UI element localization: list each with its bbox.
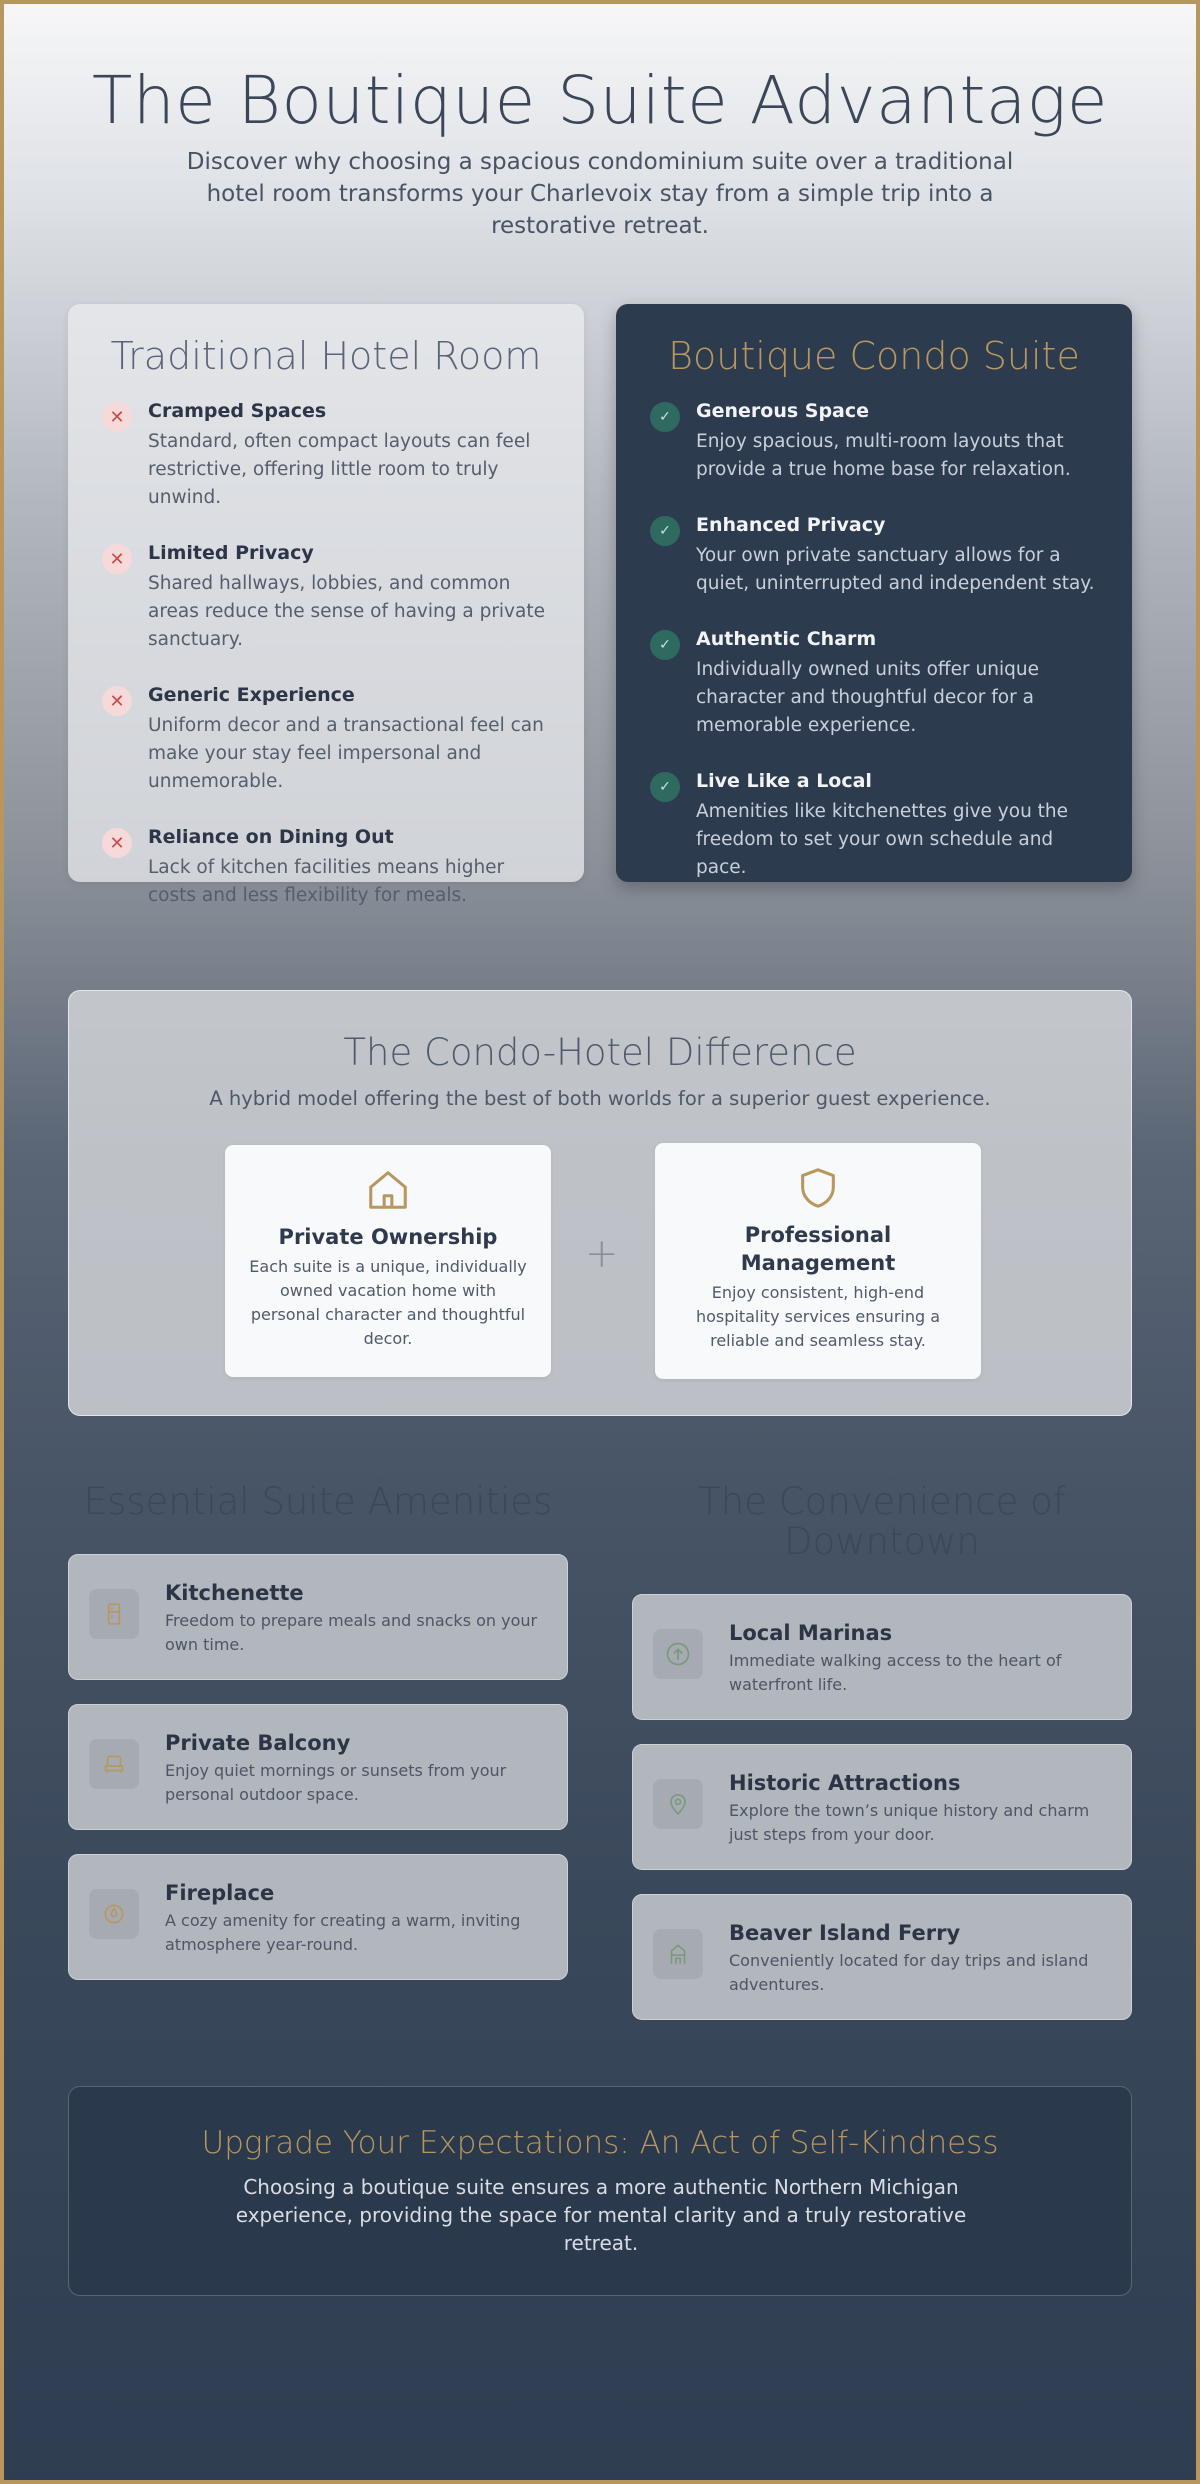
item-heading: Enhanced Privacy <box>696 514 886 536</box>
downtown-heading: Local Marinas <box>729 1621 893 1645</box>
amenity-heading: Private Balcony <box>165 1731 351 1755</box>
downtown-body: Explore the town’s unique history and charm just steps from your door. <box>729 1801 1090 1844</box>
downtown-body: Immediate walking access to the heart of waterfront life. <box>729 1651 1062 1694</box>
fire-icon <box>89 1889 139 1939</box>
cross-icon: ✕ <box>102 544 132 574</box>
cross-icon: ✕ <box>102 686 132 716</box>
amenity-card-fireplace <box>68 1854 568 1980</box>
list-item <box>102 826 550 910</box>
box-heading: Professional Management <box>740 1223 896 1275</box>
downtown-card-ferry <box>632 1894 1132 2020</box>
item-heading: Cramped Spaces <box>148 400 327 422</box>
hotel-room-card <box>68 304 584 906</box>
item-body: Enjoy spacious, multi-room layouts that provide a true home base for relaxation. <box>696 431 1071 480</box>
condo-suite-card <box>616 304 1132 882</box>
box-heading: Private Ownership <box>278 1225 498 1249</box>
item-heading: Reliance on Dining Out <box>148 826 394 848</box>
list-item <box>102 684 550 796</box>
difference-subtitle: A hybrid model offering the best of both worlds for a superior guest experience. <box>209 1087 991 1110</box>
difference-panel <box>68 990 1132 1416</box>
check-icon: ✓ <box>650 402 680 432</box>
cross-icon: ✕ <box>102 828 132 858</box>
amenity-heading: Fireplace <box>165 1881 275 1905</box>
plus-sign: + <box>585 1231 619 1277</box>
check-icon: ✓ <box>650 516 680 546</box>
condo-card-title: Boutique Condo Suite <box>668 334 1080 378</box>
private-ownership-box <box>225 1145 551 1377</box>
fridge-icon <box>89 1589 139 1639</box>
item-body: Your own private sanctuary allows for a quiet, uninterrupted and independent stay. <box>696 545 1095 594</box>
amenity-body: Enjoy quiet mornings or sunsets from your personal outdoor space. <box>165 1761 507 1804</box>
downtown-heading: Beaver Island Ferry <box>729 1921 961 1945</box>
list-item <box>650 400 1098 484</box>
item-body: Individually owned units offer unique character and thoughtful decor for a memorable experience. <box>696 659 1039 736</box>
anchor-icon <box>653 1629 703 1679</box>
item-body: Shared hallways, lobbies, and common areas reduce the sense of having a private sanctuary. <box>148 573 545 650</box>
amenities-title: Essential Suite Amenities <box>83 1480 553 1523</box>
list-item <box>102 542 550 654</box>
item-body: Uniform decor and a transactional feel can make your stay feel impersonal and unmemorable. <box>148 715 544 792</box>
professional-management-box <box>655 1143 981 1379</box>
downtown-heading: Historic Attractions <box>729 1771 961 1795</box>
amenity-heading: Kitchenette <box>165 1581 304 1605</box>
downtown-card-historic <box>632 1744 1132 1870</box>
item-heading: Authentic Charm <box>696 628 877 650</box>
page-subtitle: Discover why choosing a spacious condominium suite over a traditional hotel room transforms your Charlevoix stay from a simple trip into a restorative retreat. <box>186 149 1014 239</box>
cta-body: Choosing a boutique suite ensures a more authentic Northern Michigan experience, providing the space for mental clarity and a truly restorative retreat. <box>235 2175 967 2255</box>
ferry-icon <box>653 1929 703 1979</box>
box-body: Enjoy consistent, high-end hospitality services ensuring a reliable and seamless stay. <box>695 1283 941 1350</box>
downtown-body: Conveniently located for day trips and island adventures. <box>729 1951 1089 1994</box>
downtown-title: The Convenience of Downtown <box>698 1480 1066 1563</box>
amenity-card-kitchenette <box>68 1554 568 1680</box>
box-body: Each suite is a unique, individually owned vacation home with personal character and thoughtful decor. <box>249 1257 527 1348</box>
cta-panel <box>68 2086 1132 2296</box>
list-item <box>650 770 1098 882</box>
list-item <box>650 514 1098 598</box>
cross-icon: ✕ <box>102 402 132 432</box>
item-heading: Limited Privacy <box>148 542 314 564</box>
item-heading: Generous Space <box>696 400 870 422</box>
house-icon <box>243 1167 533 1215</box>
item-body: Standard, often compact layouts can feel restrictive, offering little room to truly unwind. <box>148 431 531 508</box>
check-icon: ✓ <box>650 772 680 802</box>
page-title: The Boutique Suite Advantage <box>92 62 1108 139</box>
downtown-card-marinas <box>632 1594 1132 1720</box>
cta-title: Upgrade Your Expectations: An Act of Self-Kindness <box>201 2125 999 2161</box>
chair-icon <box>89 1739 139 1789</box>
item-body: Amenities like kitchenettes give you the freedom to set your own schedule and pace. <box>696 801 1069 878</box>
check-icon: ✓ <box>650 630 680 660</box>
item-body: Lack of kitchen facilities means higher costs and less flexibility for meals. <box>148 857 505 906</box>
amenity-body: Freedom to prepare meals and snacks on your own time. <box>165 1611 538 1654</box>
difference-title: The Condo-Hotel Difference <box>343 1031 857 1074</box>
list-item <box>650 628 1098 740</box>
amenity-card-balcony <box>68 1704 568 1830</box>
item-heading: Generic Experience <box>148 684 355 706</box>
item-heading: Live Like a Local <box>696 770 872 792</box>
shield-icon <box>673 1165 963 1213</box>
hotel-card-title: Traditional Hotel Room <box>110 334 542 378</box>
list-item <box>102 400 550 512</box>
map-pin-icon <box>653 1779 703 1829</box>
amenity-body: A cozy amenity for creating a warm, inviting atmosphere year-round. <box>165 1911 521 1954</box>
